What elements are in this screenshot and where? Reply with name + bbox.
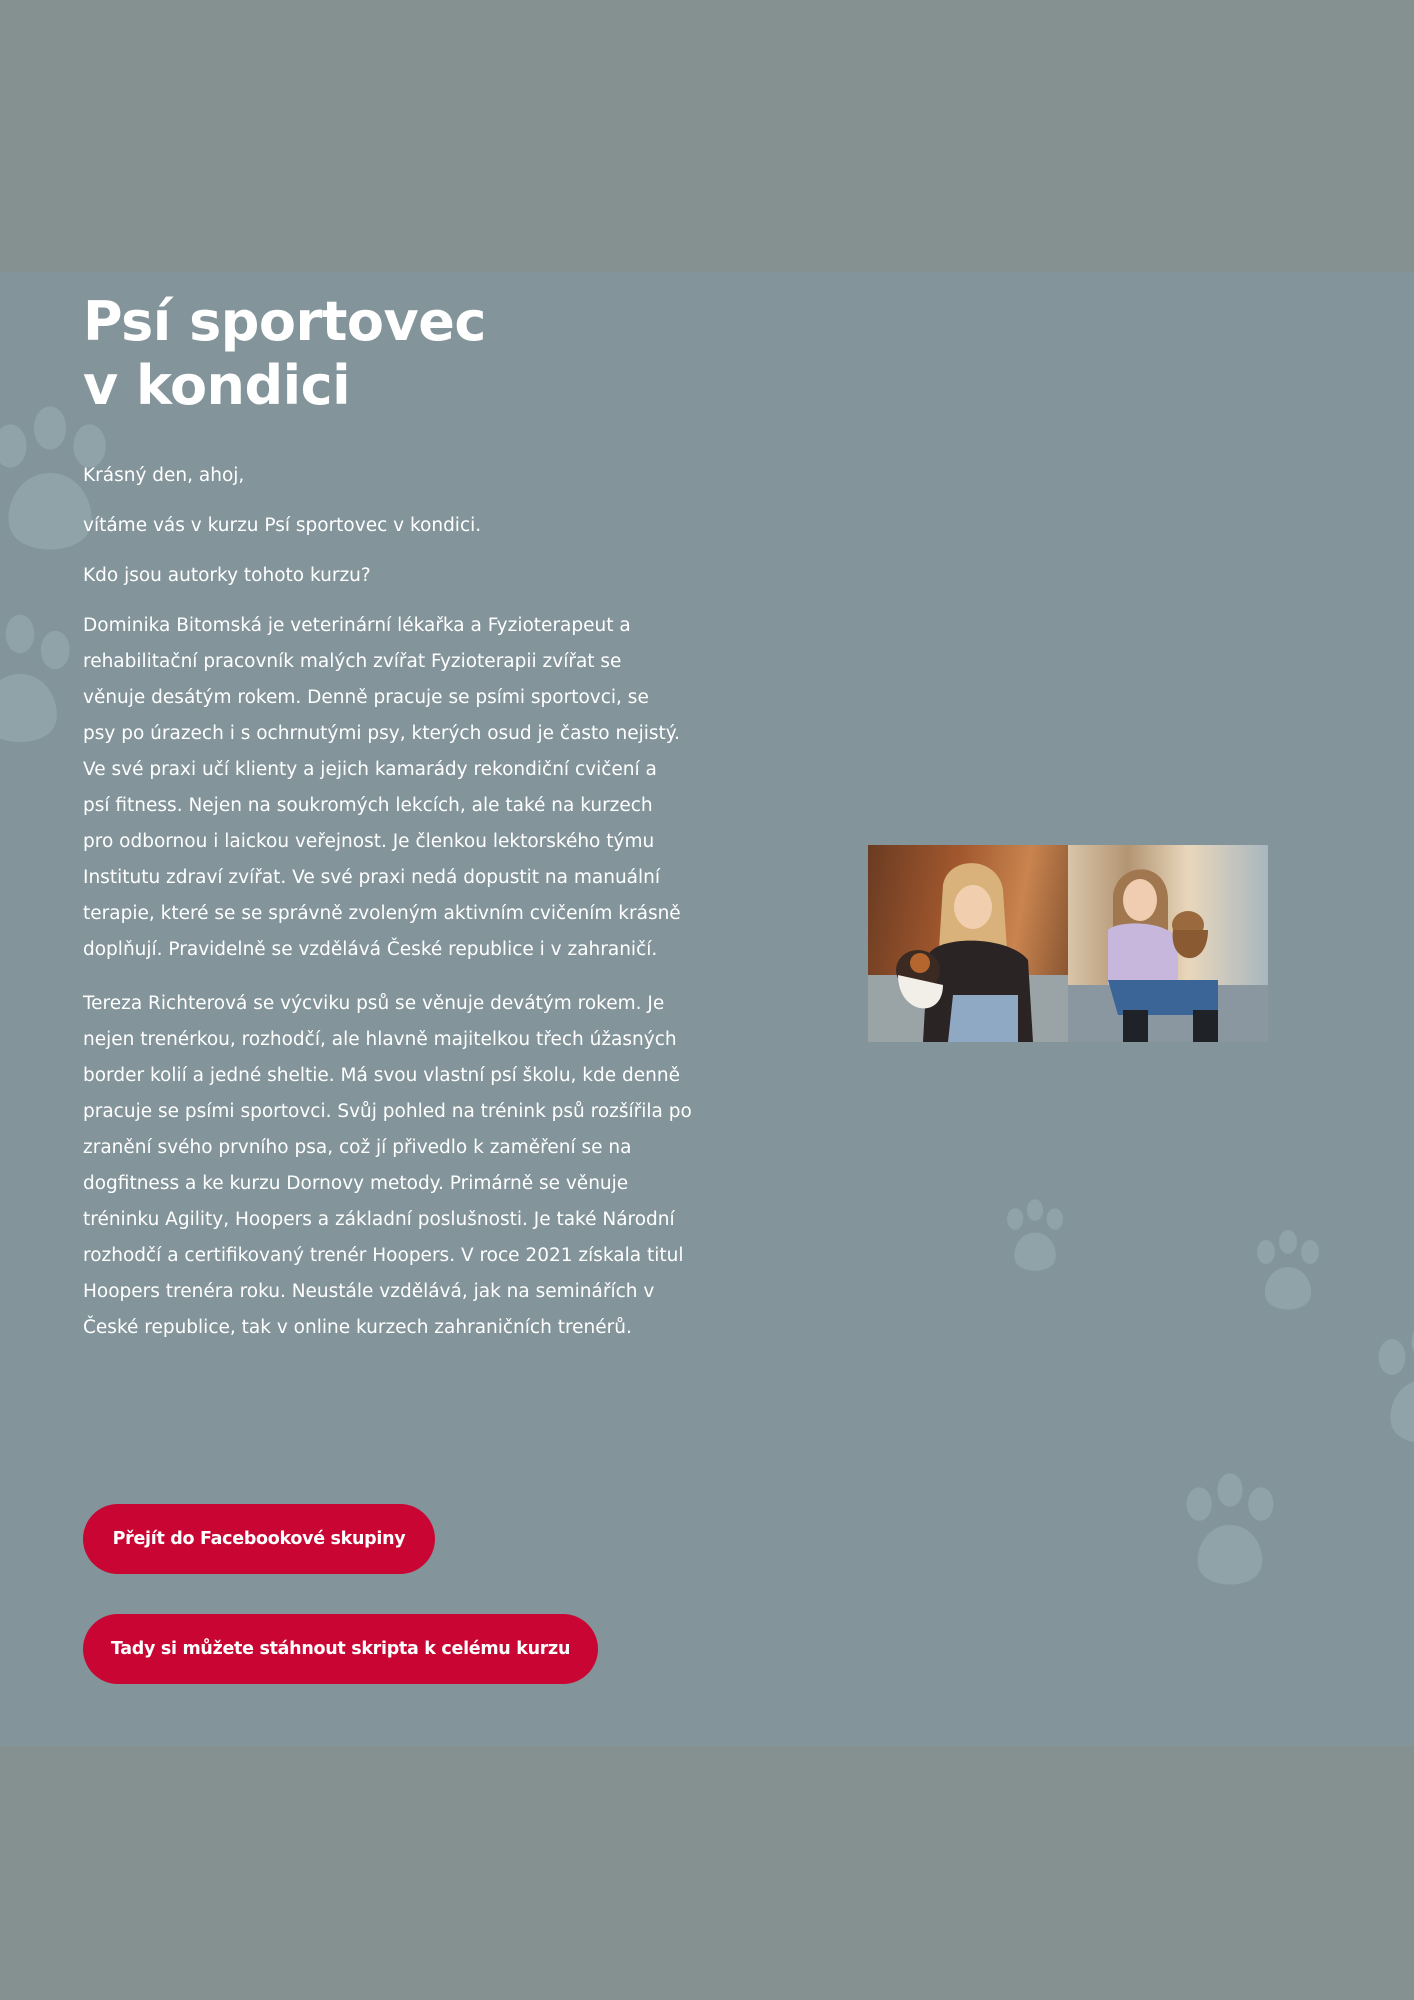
- welcome-text: vítáme vás v kurzu Psí sportovec v kondici.: [83, 515, 482, 536]
- bio-dominika: Dominika Bitomská je veterinární lékařka a Fyzioterapeut a rehabilitační pracovník malých zvířat Fyzioterapii zvířat se věnuje desátým rokem. Denně pracuje se psími sportovci, se psy po úrazech i s ochrnutými psy, kterých osud je často nejistý. Ve své praxi učí klienty a jejich kamarády rekondiční cvičení a psí fitness. Nejen na soukromých lekcích, ale také na kurzech pro odbornou i laickou veřejnost. Je členkou lektorského týmu Institutu zdraví zvířat. Ve své praxi nedá dopustit na manuální terapie, které se se správně zvoleným aktivním cvičením krásně doplňují. Pravidelně se vzdělává České republice i v zahraničí.: [83, 615, 681, 960]
- greeting-text: Krásný den, ahoj,: [83, 465, 245, 486]
- download-script-button[interactable]: Tady si můžete stáhnout skripta k celému kurzu: [83, 1614, 598, 1684]
- page-title-line-1: Psí sportovec: [83, 290, 486, 353]
- authors-photo: [868, 845, 1268, 1042]
- bottom-background-band: [0, 1746, 1414, 2000]
- paw-icon: [990, 1192, 1080, 1282]
- bio-tereza: Tereza Richterová se výcviku psů se věnuje devátým rokem. Je nejen trenérkou, rozhodčí, ale hlavně majitelkou třech úžasných border kolií a jedné sheltie. Má svou vlastní psí školu, kde denně pracuje se psími sportovci. Svůj pohled na trénink psů rozšířila po zranění svého prvního psa, což jí přivedlo k zaměření se na dogfitness a ke kurzu Dornovy metody. Primárně se věnuje tréninku Agility, Hoopers a základní poslušnosti. Je také Národní rozhodčí a certifikovaný trenér Hoopers. V roce 2021 získala titul Hoopers trenéra roku. Neustále vzdělává, jak na seminářích v České republice, tak v online kurzech zahraničních trenérů.: [83, 993, 692, 1338]
- page-title-line-2: v kondici: [83, 354, 351, 417]
- top-background-band: [0, 0, 1414, 272]
- intro-text-column: [83, 290, 703, 1346]
- paw-icon: [1160, 1462, 1300, 1602]
- paw-icon: [1350, 1312, 1414, 1462]
- author-photo-dominika: [868, 845, 1068, 1042]
- course-intro-panel: [0, 272, 1414, 1746]
- paw-icon: [1238, 1222, 1338, 1322]
- author-photo-tereza: [1068, 845, 1268, 1042]
- authors-question: Kdo jsou autorky tohoto kurzu?: [83, 565, 371, 586]
- facebook-group-button[interactable]: Přejít do Facebookové skupiny: [83, 1504, 435, 1574]
- page-title: [83, 290, 703, 418]
